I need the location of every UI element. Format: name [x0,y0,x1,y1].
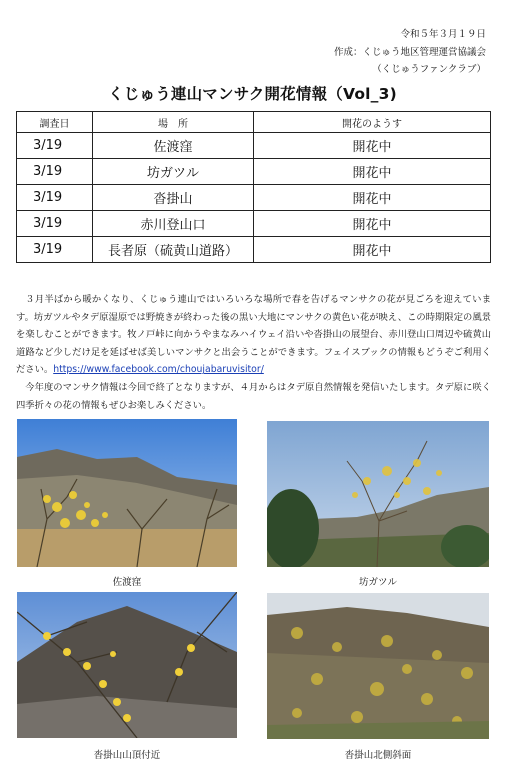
place-cell: 長者原（硫黄山道路） [93,237,254,263]
place-cell: 佐渡窪 [93,133,254,159]
body-paragraph-2: 今年度のマンサク情報は今回で終了となりますが、４月からはタデ原自然情報を発信いたします。タデ原に咲く四季折々の花の情報もぜひお楽しみください。 [16,381,491,411]
survey-date-cell: 3/19 [17,159,93,185]
photo-kutsukakeyama-summit [17,592,237,738]
place-cell: 坊ガツル [93,159,254,185]
photo-caption: 沓掛山山頂付近 [93,750,161,761]
bloom-status-table [16,111,491,263]
document-date: 令和５年３月１９日 [400,29,486,40]
bloom-state-cell: 開花中 [254,159,491,185]
author-organization: 作成：くじゅう地区管理運営協議会 [333,47,486,58]
photo-caption: 坊ガツル [358,577,397,588]
table-row [17,133,491,159]
survey-date-cell: 3/19 [17,237,93,263]
column-header-date: 調査日 [17,112,93,133]
photo-bougatsuru [267,421,489,567]
body-paragraph-1 [16,291,491,379]
body-paragraph-1-text: ３月半ばから暖かくなり、くじゅう連山ではいろいろな場所で春を告げるマンサクの花が見ごろを迎えています。坊ガツルやタデ原湿原では野焼きが終わった後の黒い大地にマンサクの黄色い花が映え、この時期限定の風景を楽しむことができます。牧ノ戸峠に向かうやまなみハイウェイ沿いや沓掛山の展望台、赤川登山口周辺や硫黄山道路など少しだけ足を延ばせば美しいマンサクと出会うことができます。フェイスブックの情報もどうぞご利用ください。 [16,294,491,376]
table-row [17,211,491,237]
page-title: くじゅう連山マンサク開花情報（Vol_3) [108,85,397,103]
photo-caption: 佐渡窪 [112,577,142,588]
table-row [17,159,491,185]
facebook-link[interactable]: https://www.facebook.com/choujabaruvisitor/ [53,364,264,376]
table-row [17,237,491,263]
bloom-state-cell: 開花中 [254,133,491,159]
column-header-place: 場 所 [93,112,254,133]
bloom-state-cell: 開花中 [254,237,491,263]
photo-sadokubo [17,419,237,567]
place-cell: 赤川登山口 [93,211,254,237]
photo-caption: 沓掛山北側斜面 [344,750,412,761]
author-club: （くじゅうファンクラブ） [372,64,486,75]
survey-date-cell: 3/19 [17,211,93,237]
column-header-state: 開花のようす [254,112,491,133]
bloom-state-cell: 開花中 [254,211,491,237]
table-row [17,185,491,211]
body-text [16,291,491,414]
bloom-state-cell: 開花中 [254,185,491,211]
table-header-row [17,112,491,133]
survey-date-cell: 3/19 [17,133,93,159]
survey-date-cell: 3/19 [17,185,93,211]
place-cell: 沓掛山 [93,185,254,211]
photo-kutsukakeyama-north-slope [267,593,489,739]
